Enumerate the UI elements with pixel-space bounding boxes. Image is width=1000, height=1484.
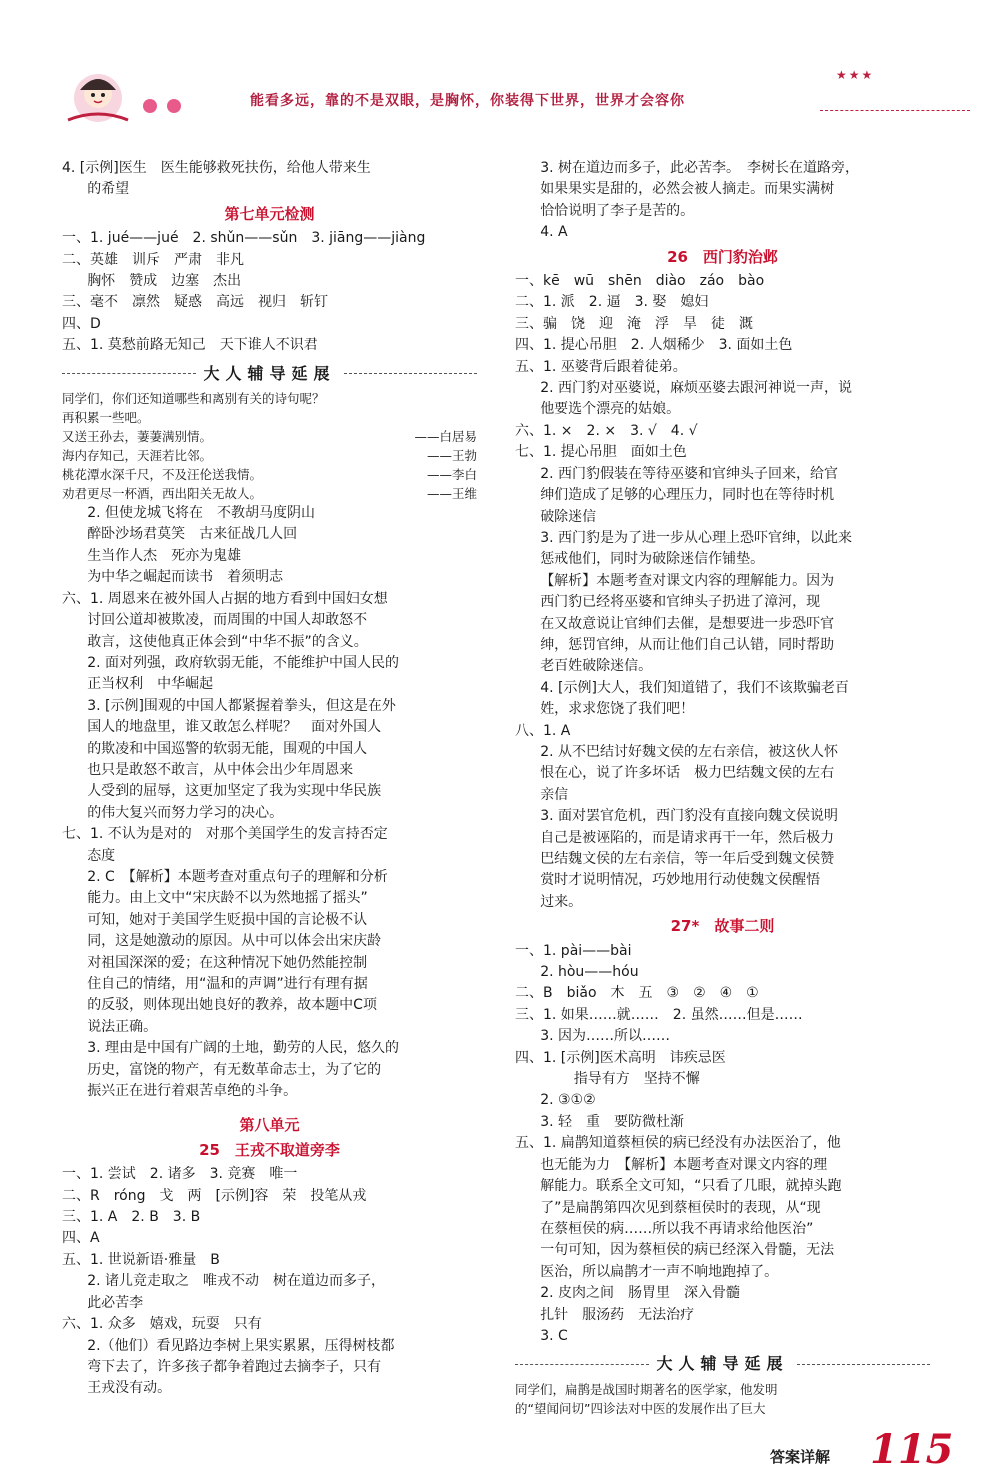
answer-line: 二、R róng 戈 两 [示例]容 荣 投笔从戎 [62,1187,367,1204]
answer-line: 3. 西门豹是为了进一步从心理上恐吓官绅，以此来 [540,529,852,546]
answer-line: 也只是敢怒不敢言，从中体会出少年周恩来 [87,761,354,778]
page-number: 115 [870,1426,954,1473]
right-column [515,158,930,1418]
answer-line: 如果果实是甜的，必然会被人摘走。而果实满树 [540,181,835,198]
answer-line: 2. C 【解析】本题考查对重点句子的理解和分析 [87,868,388,885]
answer-line: 3. 理由是中国有广阔的土地，勤劳的人民，悠久的 [87,1040,399,1057]
answer-line: 2. 西门豹对巫婆说，麻烦巫婆去跟河神说一声，说 [540,380,852,397]
answer-line: 2. 诸儿竞走取之 唯戎不动 树在道边而多子， [87,1273,385,1290]
answer-line: 4. [示例]医生 医生能够救死扶伤，给他人带来生 [62,160,371,176]
answer-line: 了”是扁鹊第四次见到蔡桓侯时的表现，从“现 [540,1199,821,1216]
answer-line: 绅，惩罚官绅，从而让他们自己认错，同时帮助 [540,636,835,653]
poem-text: 又送王孙去，萋萋满别情。 [62,429,213,445]
answer-line: 一、1. pài——bài [515,942,632,959]
extension-text: 再积累一些吧。 [62,410,150,426]
header-motto: 能看多远，靠的不是双眼，是胸怀，你装得下世界，世界才会容你 [250,93,685,109]
page-header [0,0,1000,140]
answer-line: 的伟大复兴而努力学习的决心。 [87,804,284,821]
answer-line: 六、1. 周恩来在被外国人占据的地方看到中国妇女想 [62,590,388,607]
answer-line: 【解析】本题考查对课文内容的理解能力。因为 [540,572,835,589]
answer-line: 国人的地盘里，谁又敢怎么样呢？ 面对外国人 [87,719,382,736]
answer-line: 为中华之崛起而读书 着须明志 [87,569,284,586]
answer-line: 的欺凌和中国巡警的软弱无能，围观的中国人 [87,740,368,757]
answer-line: 人受到的屈辱，这更加坚定了我为实现中华民族 [87,783,382,800]
answer-line: 二、B biǎo 木 五 ③ ② ④ ① [515,985,759,1002]
answer-line: 4. [示例]大人，我们知道错了，我们不该欺骗老百 [540,679,849,696]
answer-line: 七、1. 提心吊胆 面如土色 [515,444,687,461]
answer-line: 过来。 [540,893,583,910]
answer-line: 讨回公道却被欺凌，而周围的中国人却敢怒不 [87,612,368,629]
answer-line: 醉卧沙场君莫笑 古来征战几人回 [87,526,298,543]
answer-line: 六、1. 众多 嬉戏，玩耍 只有 [62,1316,262,1333]
answer-line: 五、1. 世说新语·雅量 B [62,1251,220,1268]
answer-line: 历史，富饶的物产，有无数革命志士，为了它的 [87,1061,382,1078]
poem-author: ——王勃 [426,448,477,464]
answer-line: 对祖国深深的爱；在这种情况下她仍然能控制 [87,954,368,971]
answer-line: 4. A [540,224,568,241]
answer-line: 态度 [87,847,116,864]
answer-line: 二、1. 派 2. 逼 3. 娶 媳妇 [515,294,709,311]
answer-line: 三、1. A 2. B 3. B [62,1209,201,1226]
answer-line: 2. 从不巴结讨好魏文侯的左右亲信，被这伙人怀 [540,743,838,760]
answer-line: 振兴正在进行着艰苦卓绝的斗争。 [87,1083,298,1100]
answer-line: 五、1. 扁鹊知道蔡桓侯的病已经没有办法医治了，他 [515,1135,841,1152]
answer-line: 姓，求求您饶了我们吧！ [540,701,695,718]
answer-line: 三、毫不 凛然 疑惑 高远 视归 斩钉 [62,294,328,311]
answer-line: 一、1. 尝试 2. 诸多 3. 竞赛 唯一 [62,1166,298,1183]
answer-line: 王戎没有动。 [87,1380,172,1397]
answer-line: 在又故意说让官绅们去催，是想要进一步恐吓官 [540,615,835,632]
answer-line: 三、骗 饶 迎 淹 浮 旱 徒 溉 [515,315,753,332]
section-heading: 第七单元检测 [224,204,315,223]
answer-line: 绅们造成了足够的心理压力，同时也在等待时机 [540,487,835,504]
answer-line: 一、1. jué——jué 2. shǔn——sǔn 3. jiāng——jiàng [62,230,426,247]
answer-line: 3. C [540,1327,568,1344]
poem-text: 海内存知己，天涯若比邻。 [62,448,213,464]
answer-line: 同，这是她激动的原因。从中可以体会出宋庆龄 [87,933,382,950]
answer-line: 赏时才说明情况，巧妙地用行动使魏文侯醒悟 [540,872,821,889]
dashed-divider [515,1364,649,1365]
answer-line: 亲信 [540,786,569,803]
answer-line: 胸怀 赞成 边塞 杰出 [87,273,242,290]
answer-line: 老百姓破除迷信。 [540,658,653,675]
answer-line: 巴结魏文侯的左右亲信，等一年后受到魏文侯赞 [540,851,835,867]
poem-line [62,465,477,484]
answer-line: 指导有方 坚持不懈 [573,1071,700,1088]
answer-line: 2. 皮肉之间 肠胃里 深入骨髓 [540,1285,740,1302]
answer-line: 2. ③①② [540,1092,596,1109]
answer-line: 此必苦李 [87,1294,144,1311]
answer-line: 3. 树在道边而多子，此必苦李。 李树长在道路旁， [540,160,859,176]
poem-line [62,446,477,465]
star-decoration-icon: ★★★ [836,68,875,82]
answer-line: 2. 面对列强，政府软弱无能，不能维护中国人民的 [87,654,399,671]
extension-section-heading [62,363,477,384]
answer-line: 弯下去了，许多孩子都争着跑过去摘李子，只有 [87,1358,382,1375]
section-heading: 第八单元 [239,1116,300,1135]
answer-line: 四、A [62,1230,100,1247]
answer-line: 五、1. 巫婆背后跟着徒弟。 [515,358,687,375]
answer-line: 恨在心，说了许多坏话 极力巴结魏文侯的左右 [540,765,835,782]
left-column [62,158,477,1400]
answer-line: 说法正确。 [87,1018,158,1035]
extension-section-heading [515,1353,930,1374]
answer-line: 五、1. 莫愁前路无知己 天下谁人不识君 [62,337,318,354]
extension-text: 同学们，扁鹊是战国时期著名的医学家，他发明 [515,1381,778,1397]
spacer [62,1102,477,1112]
poem-text: 桃花潭水深千尺，不及汪伦送我情。 [62,467,263,483]
dashed-divider [344,373,478,374]
answer-line: 2. 西门豹假装在等待巫婆和官绅头子回来，给官 [540,465,838,482]
poem-author: ——王维 [426,486,477,502]
answer-line: 住自己的情绪，用“温和的声调”进行有理有据 [87,976,368,992]
poem-line [62,484,477,503]
answer-line: 三、1. 如果……就…… 2. 虽然……但是…… [515,1006,803,1023]
answer-line: 3. [示例]围观的中国人都紧握着拳头，但这是在外 [87,697,396,714]
section-heading: 25 王戎不取道旁李 [199,1140,340,1159]
answer-line: 一句可知，因为蔡桓侯的病已经深入骨髓，无法 [540,1242,835,1259]
answer-line: 七、1. 不认为是对的 对那个美国学生的发言持否定 [62,826,388,843]
answer-line: 一、kē wū shēn diào záo bào [515,273,765,290]
answer-line: 也无能为力 【解析】本题考查对课文内容的理 [540,1156,828,1173]
header-divider [820,110,970,111]
answer-line: 扎针 服汤药 无法治疗 [540,1306,695,1323]
answer-line: 的反驳，则体现出她良好的教养，故本题中C项 [87,997,377,1014]
extension-text: 同学们，你们还知道哪些和离别有关的诗句呢？ [62,391,325,407]
answer-line: 2. 但使龙城飞将在 不教胡马度阴山 [87,505,315,522]
answer-line: 解能力。联系全文可知，“只看了几眼，就掉头跑 [540,1178,842,1195]
answer-line: 惩戒他们，同时为破除迷信作铺垫。 [540,551,765,568]
answer-line: 破除迷信 [540,508,597,525]
section-heading: 26 西门豹治邺 [667,247,778,266]
answer-line: 3. 面对罢官危机，西门豹没有直接向魏文侯说明 [540,808,838,825]
answer-line: 3. 因为……所以…… [540,1028,670,1045]
answer-line: 的希望 [87,181,130,198]
answer-line: 他要选个漂亮的姑娘。 [540,401,681,418]
answer-line: 能力。由上文中“宋庆龄不以为然地摇了摇头” [87,890,368,907]
answer-line: 正当权利 中华崛起 [87,676,214,693]
extension-text: 的“望闻问切”四诊法对中医的发展作出了巨大 [515,1400,766,1416]
answer-line: 恰恰说明了李子是苦的。 [540,202,695,219]
extension-title: 大人辅导延展 [656,1354,789,1374]
answer-line: 六、1. × 2. × 3. √ 4. √ [515,422,698,439]
answer-line: 敢言，这使他真正体会到“中华不振”的含义。 [87,633,368,650]
answer-line: 可知，她对于美国学生贬损中国的言论极不认 [87,911,368,928]
answer-line: 二、英雄 训斥 严肃 非凡 [62,251,244,268]
poem-author: ——李白 [426,467,477,483]
answer-line: 四、D [62,315,101,332]
answer-line: 生当作人杰 死亦为鬼雄 [87,547,242,564]
footer-label: 答案详解 [770,1448,831,1466]
cartoon-girl-logo-icon [58,68,208,132]
answer-line: 西门豹已经将巫婆和官绅头子扔进了漳河，现 [540,594,821,611]
poem-text: 劝君更尽一杯酒，西出阳关无故人。 [62,486,263,502]
answer-line: 自己是被诬陷的，而是请求再干一年，然后极力 [540,829,835,846]
answer-line: 3. 轻 重 要防微杜渐 [540,1113,684,1130]
answer-line: 医治，所以扁鹊才一声不响地跑掉了。 [540,1263,779,1280]
section-heading: 27* 故事二则 [670,917,775,936]
answer-line: 四、1. [示例]医术高明 讳疾忌医 [515,1049,726,1066]
poem-line [62,427,477,446]
dashed-divider [797,1364,931,1365]
extension-title: 大人辅导延展 [203,363,336,383]
poem-author: ——白居易 [414,429,477,445]
answer-line: 在蔡桓侯的病……所以我不再请求给他医治” [540,1220,814,1237]
answer-line: 2. hòu——hóu [540,964,639,981]
answer-line: 2.（他们）看见路边李树上果实累累，压得树枝都 [87,1337,395,1354]
dashed-divider [62,373,196,374]
answer-line: 四、1. 提心吊胆 2. 人烟稀少 3. 面如土色 [515,337,793,354]
answer-line: 八、1. A [515,722,571,739]
